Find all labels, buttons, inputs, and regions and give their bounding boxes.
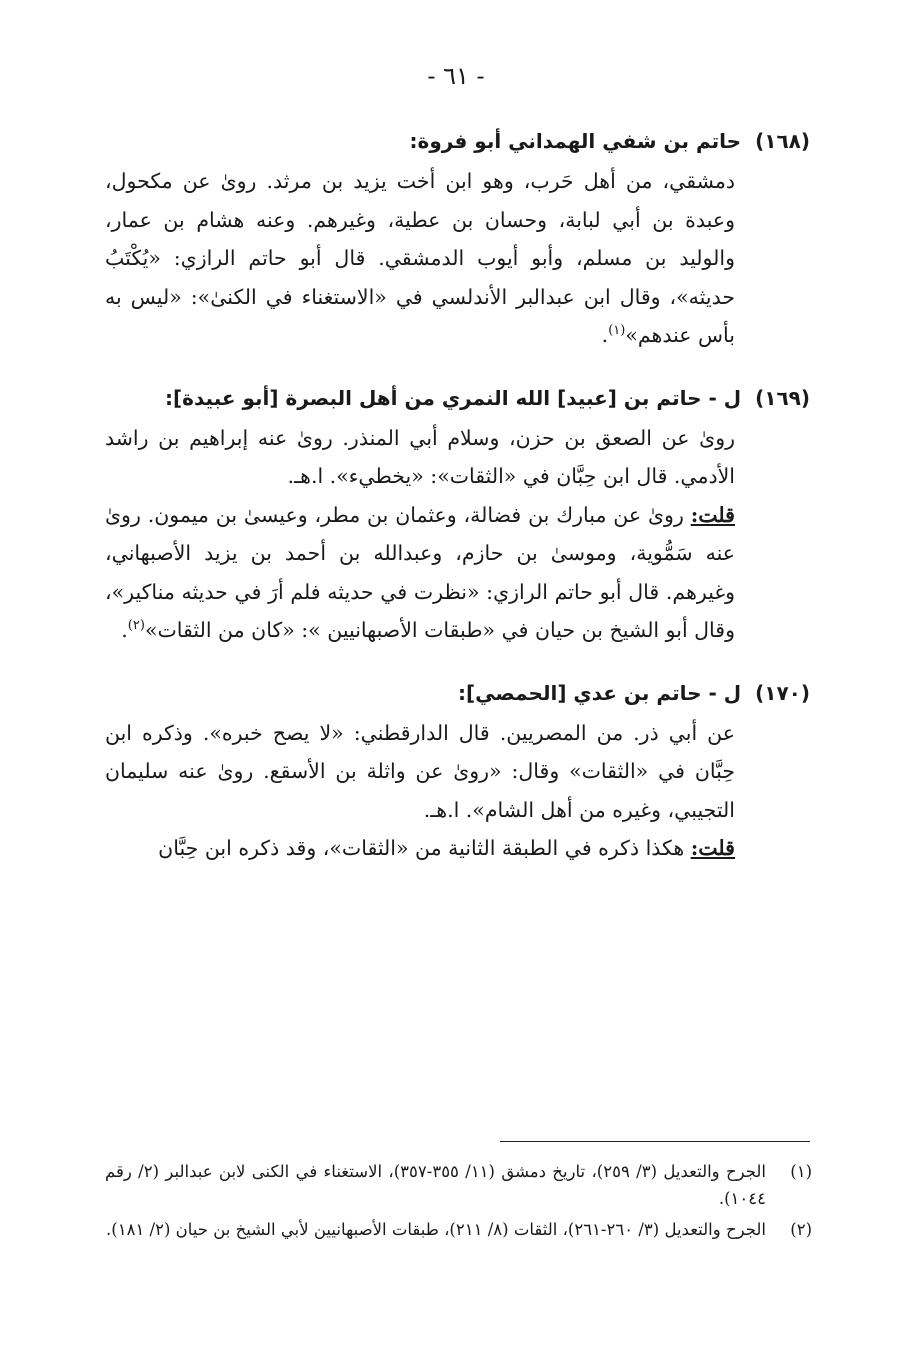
entry-number: (١٧٠) — [755, 680, 810, 705]
entry-168 — [105, 120, 810, 355]
entry-heading — [105, 120, 810, 162]
entry-paragraph — [105, 714, 735, 830]
entry-170 — [105, 672, 810, 868]
entry-number: (١٦٨) — [755, 129, 810, 153]
footnote-text: الجرح والتعديل (٣/ ٢٦٠-٢٦١)، الثقات (٨/ ٢١١)، طبقات الأصبهانيين لأبي الشيخ بن حيان (٢/ ١٨١). — [106, 1220, 766, 1239]
entry-169 — [105, 377, 810, 650]
paragraph-end: . — [601, 323, 609, 347]
entry-title: حاتم بن شفي الهمداني أبو فروة: — [409, 129, 742, 153]
footnote-2 — [105, 1216, 812, 1243]
entry-title: ل - حاتم بن [عبيد] الله النمري من أهل البصرة [أبو عبيدة]: — [165, 385, 742, 410]
entry-paragraph — [105, 829, 735, 868]
paragraph-text: هكذا ذكره في الطبقة الثانية من «الثقات»، وقد ذكره ابن حِبَّان — [158, 836, 691, 860]
entry-title: ل - حاتم بن عدي [الحمصي]: — [458, 680, 742, 705]
paragraph-end: . — [121, 618, 128, 642]
qult-label: قلت: — [690, 502, 735, 527]
footnote-1 — [105, 1158, 812, 1212]
footnote-reference: (١) — [608, 323, 626, 339]
entry-body — [105, 162, 810, 355]
paragraph-text: روىٰ عن مبارك بن فضالة، وعثمان بن مطر، وعيسىٰ بن ميمون. روىٰ عنه سَمُّوية، وموسىٰ بن حازم، وعبدالله بن أحمد بن يزيد الأصبهاني، وغيرهم. قال أبو حاتم الرازي: «نظرت في حديثه فلم أرَ في حديثه مناكير»، وقال أبو الشيخ بن حيان في «طبقات الأصبهانيين »: «كان من الثقات» — [105, 502, 735, 642]
entry-body — [105, 419, 810, 650]
footnotes — [105, 1158, 812, 1247]
footnote-number: (١) — [790, 1162, 812, 1181]
entry-number: (١٦٩) — [755, 385, 810, 410]
footnote-separator — [500, 1141, 810, 1142]
entry-body — [105, 714, 810, 868]
paragraph-text: دمشقي، من أهل حَرب، وهو ابن أخت يزيد بن مرثد. روىٰ عن مكحول، وعبدة بن أبي لبابة، وحسان بن عطية، وغيرهم. وعنه هشام بن عمار، والوليد بن مسلم، وأبو أيوب الدمشقي. قال أبو حاتم الرازي: «يُكْتَبُ حديثه»، وقال ابن عبدالبر الأندلسي في «الاستغناء في الكنىٰ»: «ليس به بأس عندهم» — [105, 169, 735, 347]
entry-paragraph — [105, 419, 735, 496]
page-number: - ٦١ - — [427, 62, 485, 90]
paragraph-text: روىٰ عن الصعق بن حزن، وسلام أبي المنذر. روىٰ عنه إبراهيم بن راشد الأدمي. قال ابن حِبَّان في «الثقات»: «يخطيء». ا.هـ. — [105, 425, 735, 488]
footnote-text: الجرح والتعديل (٣/ ٢٥٩)، تاريخ دمشق (١١/ ٣٥٥-٣٥٧)، الاستغناء في الكنى لابن عبدالبر (٢/ رقم ١٠٤٤). — [105, 1162, 766, 1208]
footnote-reference: (٢) — [127, 618, 145, 634]
qult-label: قلت: — [690, 836, 735, 860]
paragraph-text: عن أبي ذر. من المصريين. قال الدارقطني: «لا يصح خبره». وذكره ابن حِبَّان في «الثقات» وقال: «روىٰ عن واثلة بن الأسقع. روىٰ عنه سليمان التجيبي، وغيره من أهل الشام». ا.هـ. — [105, 720, 735, 822]
footnote-number: (٢) — [790, 1220, 812, 1239]
entry-paragraph — [105, 162, 735, 355]
entry-paragraph — [105, 496, 735, 650]
entry-heading — [105, 672, 810, 714]
entries-container — [105, 120, 810, 890]
entry-heading — [105, 377, 810, 419]
